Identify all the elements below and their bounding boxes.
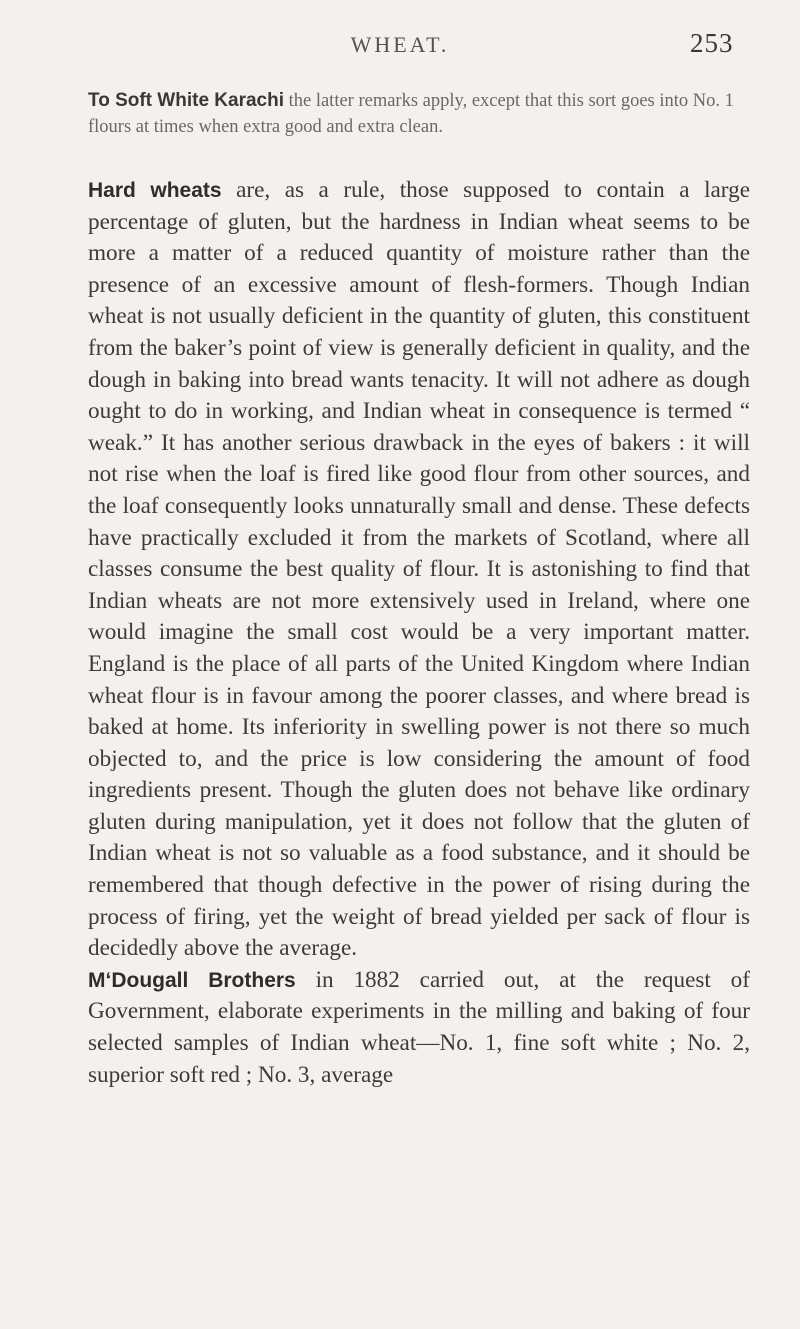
note-text: the latter remarks apply, except that this sort goes into No. 1 flours at times when extra good and extra clean. xyxy=(88,91,734,137)
note-paragraph xyxy=(88,88,744,140)
running-head-title: WHEAT. xyxy=(350,32,450,57)
page-number: 253 xyxy=(690,28,734,58)
paragraph-mdougall-brothers xyxy=(88,965,750,1091)
body-text xyxy=(88,175,750,1091)
note-lead-term: To Soft White Karachi xyxy=(88,90,284,111)
paragraph-lead-term: Hard wheats xyxy=(88,179,222,202)
paragraph-text: are, as a rule, those supposed to contain a large percentage of gluten, but the hardness in Indian wheat seems to be more a matter of a reduced quantity of moisture rather than the presence of an excessive amount of flesh-formers. Though Indian wheat is not usually deficient in the quantity of gluten, this constituent from the baker’s point of view is generally deficient in quality, and the dough in baking into bread wants tenacity. It will not adhere as dough ought to do in working, and Indian wheat in consequence is termed “ weak.” It has another serious drawback in the eyes of bakers : it will not rise when the loaf is fired like good flour from other sources, and the loaf consequently looks unnaturally small and dense. These defects have practically excluded it from the markets of Scotland, where all classes consume the best quality of flour. It is astonishing to find that Indian wheats are not more extensively used in Ireland, where one would imagine the small cost would be a very important matter. England is the place of all parts of the United Kingdom where Indian wheat flour is in favour among the poorer classes, and where bread is baked at home. Its inferiority in swelling power is not there so much objected to, and the price is low considering the amount of food ingredients present. Though the gluten does not behave like ordinary gluten during manipulation, yet it does not follow that the gluten of Indian wheat is not so valuable as a food substance, and it should be remembered that though defective in the power of rising during the process of firing, yet the weight of bread yielded per sack of flour is decidedly above the average. xyxy=(88,177,750,962)
paragraph-hard-wheats xyxy=(88,175,750,965)
paragraph-text: in 1882 carried out, at the request of Government, elaborate experiments in the milling and baking of four selected samples of Indian wheat—No. 1, fine soft white ; No. 2, superior soft red ; No. 3, average xyxy=(88,966,750,1088)
running-head xyxy=(0,28,800,68)
paragraph-lead-term: M‘Dougall Brothers xyxy=(88,968,296,992)
